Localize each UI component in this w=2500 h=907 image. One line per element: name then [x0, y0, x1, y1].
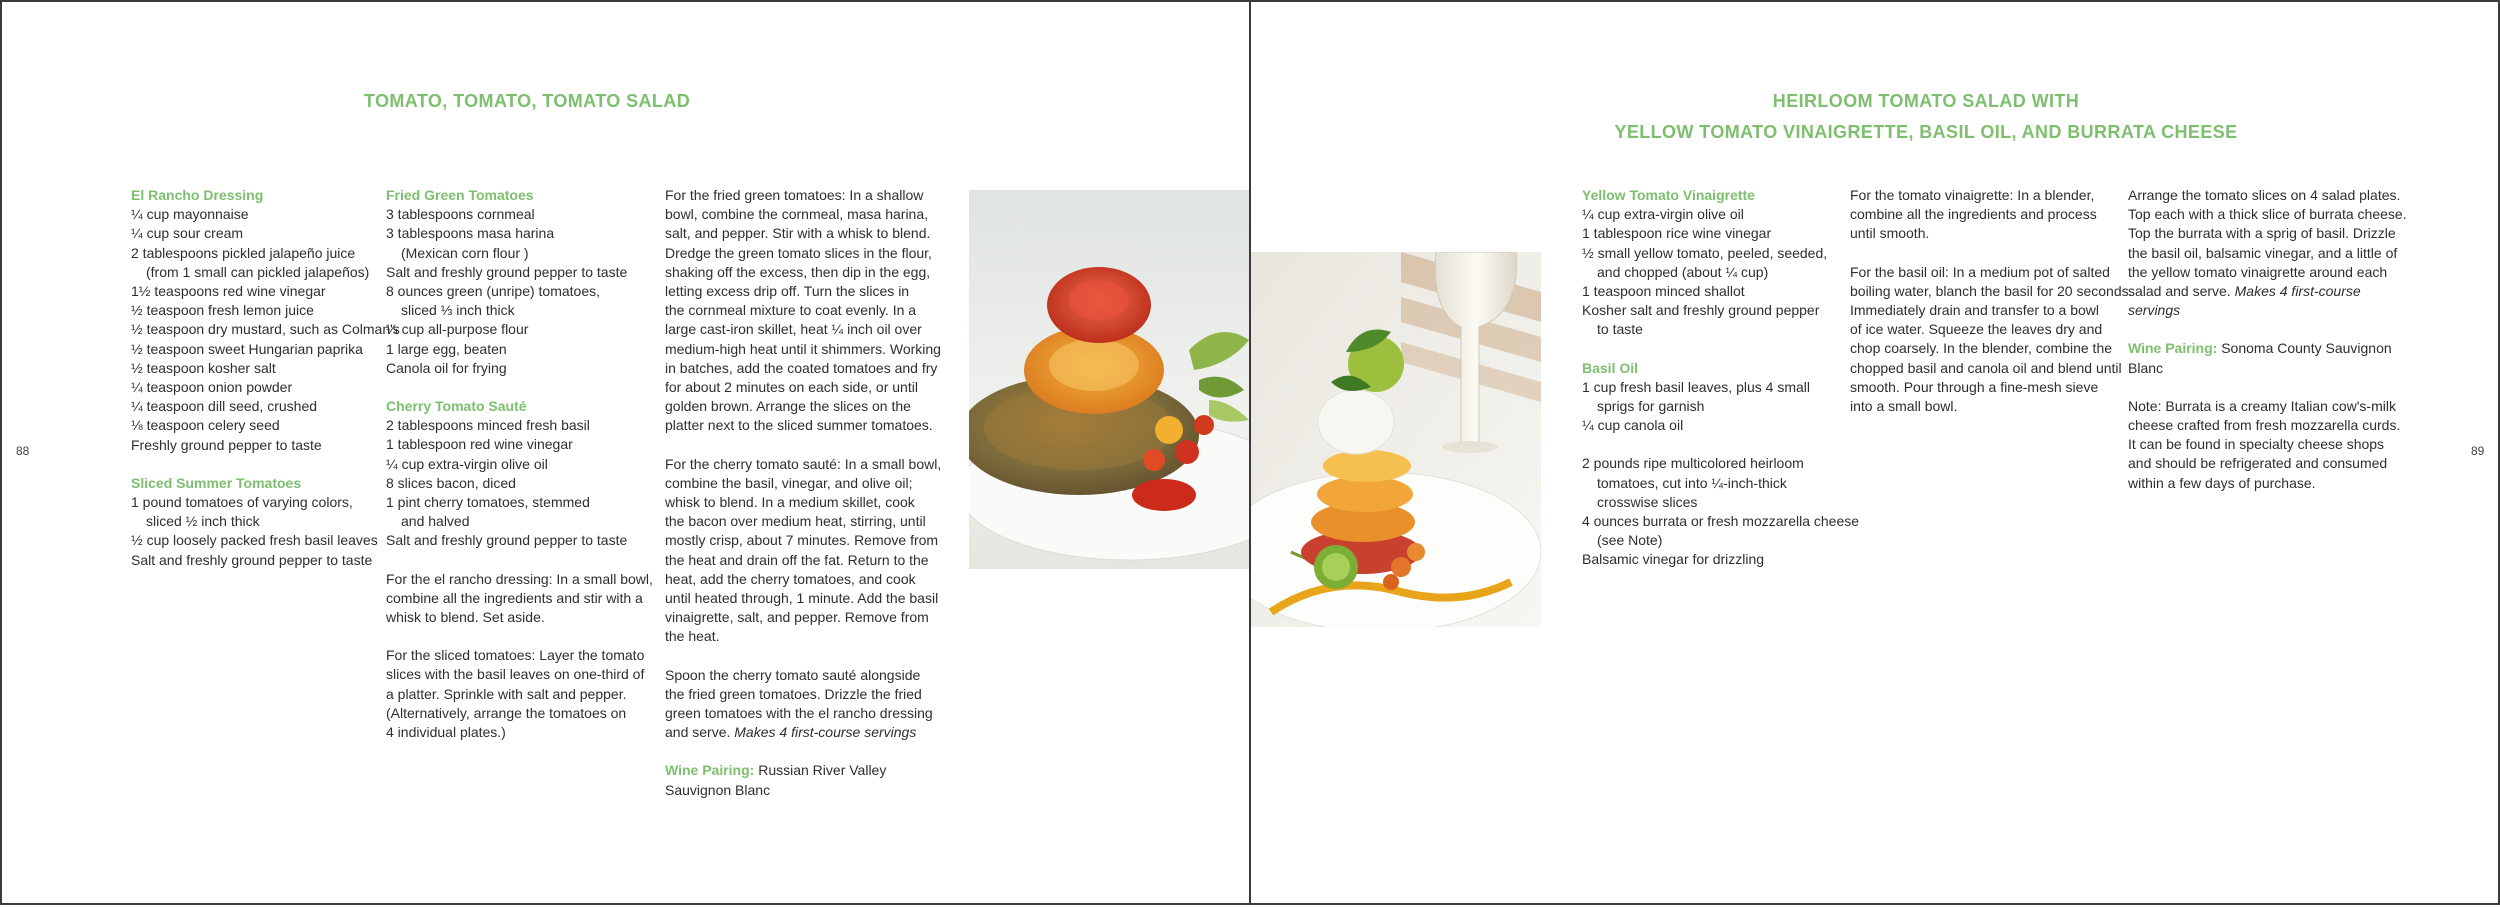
ingredient-line: 2 tablespoons minced fresh basil: [386, 417, 590, 434]
left-page-number: 88: [16, 444, 30, 458]
method-line: combine all the ingredients and process: [1850, 206, 2097, 223]
ingredient-line: (from 1 small can pickled jalapeños): [146, 263, 370, 280]
ingredient-line: 1 cup fresh basil leaves, plus 4 small: [1582, 378, 1810, 395]
heirloom-salad-illustration: [1251, 252, 1541, 627]
method-line: combine the basil, vinegar, and olive oil;: [665, 474, 913, 491]
vinaigrette-heading: Yellow Tomato Vinaigrette: [1582, 187, 1755, 203]
ingredient-line: ¼ cup extra-virgin olive oil: [386, 455, 548, 472]
note-line: and should be refrigerated and consumed: [2128, 455, 2388, 472]
method-line: Immediately drain and transfer to a bowl: [1850, 302, 2100, 319]
method-line: for about 2 minutes on each side, or until: [665, 379, 918, 396]
method-line: [2128, 301, 2407, 320]
tomato-salad-illustration: [969, 190, 1251, 569]
ingredient-line: 2 pounds ripe multicolored heirloom: [1582, 455, 1804, 472]
ingredient-line: ¼ cup mayonnaise: [131, 206, 249, 223]
method-line: slices with the basil leaves on one-third of: [386, 666, 645, 683]
method-line: Spoon the cherry tomato sauté alongside: [665, 666, 921, 683]
ingredient-line: 1½ teaspoons red wine vinegar: [131, 283, 326, 300]
method-line: the heat.: [665, 628, 720, 645]
ingredient-line: 1 large egg, beaten: [386, 340, 507, 357]
ingredient-line: 3 tablespoons cornmeal: [386, 206, 535, 223]
method-line: shaking off the excess, then dip in the egg,: [665, 263, 931, 280]
ingredient-line: 4 ounces burrata or fresh mozzarella cheese: [1582, 513, 1860, 530]
method-line: chop coarsely. In the blender, combine the: [1850, 340, 2113, 357]
ingredient-line: and chopped (about ¼ cup): [1597, 263, 1769, 280]
method-line: (Alternatively, arrange the tomatoes on: [386, 704, 627, 721]
left-column-2: [386, 186, 653, 742]
ingredient-line: Salt and freshly ground pepper to taste: [386, 263, 628, 280]
basil-oil-heading: Basil Oil: [1582, 359, 1639, 376]
note-line: cheese crafted from fresh mozzarella curds.: [2128, 417, 2401, 434]
fried-green-heading: Fried Green Tomatoes: [386, 187, 534, 203]
ingredient-line: ½ teaspoon fresh lemon juice: [131, 302, 314, 319]
ingredient-line: to taste: [1597, 321, 1643, 338]
method-line: For the tomato vinaigrette: In a blender,: [1850, 187, 2095, 203]
right-page: [1249, 0, 2500, 905]
ingredient-line: Salt and freshly ground pepper to taste: [131, 551, 373, 568]
ingredient-line: 1 tablespoon red wine vinegar: [386, 436, 573, 453]
tomato-salad-photo: [969, 190, 1251, 569]
heirloom-salad-photo: [1251, 252, 1541, 627]
ingredient-line: sprigs for garnish: [1597, 398, 1705, 415]
ingredient-line: ¼ teaspoon onion powder: [131, 379, 293, 396]
method-line: mostly crisp, about 7 minutes. Remove from: [665, 532, 939, 549]
method-line: the bacon over medium heat, stirring, until: [665, 513, 926, 530]
serve-text: salad and serve.: [2128, 283, 2235, 300]
wine-pairing-value: Russian River Valley: [754, 762, 887, 779]
ingredient-line: 8 slices bacon, diced: [386, 474, 516, 491]
ingredient-line: Freshly ground pepper to taste: [131, 436, 322, 453]
method-line: green tomatoes with the el rancho dressing: [665, 705, 933, 722]
ingredient-line: (see Note): [1597, 532, 1663, 549]
ingredient-line: Kosher salt and freshly ground pepper: [1582, 302, 1820, 319]
ingredient-line: 1 pint cherry tomatoes, stemmed: [386, 494, 590, 511]
ingredient-line: ¼ teaspoon dill seed, crushed: [131, 398, 318, 415]
method-line: golden brown. Arrange the slices on the: [665, 398, 911, 415]
right-page-title: [1501, 86, 2351, 148]
method-line: boiling water, blanch the basil for 20 seconds.: [1850, 282, 2133, 299]
method-line: into a small bowl.: [1850, 398, 1958, 415]
sliced-summer-heading: Sliced Summer Tomatoes: [131, 474, 302, 491]
ingredient-line: ¼ cup extra-virgin olive oil: [1582, 206, 1744, 223]
ingredient-line: 3 tablespoons masa harina: [386, 225, 555, 242]
ingredient-line: (Mexican corn flour ): [401, 244, 529, 261]
ingredient-line: 1 tablespoon rice wine vinegar: [1582, 225, 1772, 242]
ingredient-line: ½ small yellow tomato, peeled, seeded,: [1582, 244, 1828, 261]
method-line: Dredge the green tomato slices in the flour,: [665, 244, 932, 261]
ingredient-line: sliced ½ inch thick: [146, 513, 260, 530]
right-column-2: [1850, 186, 2133, 416]
ingredient-line: ¼ cup sour cream: [131, 225, 244, 242]
ingredient-line: ⅛ teaspoon celery seed: [131, 417, 280, 434]
ingredient-line: ¼ cup canola oil: [1582, 417, 1684, 434]
ingredient-line: tomatoes, cut into ¼-inch-thick: [1597, 474, 1787, 491]
wine-pairing: [665, 761, 941, 780]
right-column-1: [1582, 186, 1859, 570]
method-line: Arrange the tomato slices on 4 salad plates.: [2128, 187, 2401, 203]
ingredient-line: ½ cup loosely packed fresh basil leaves: [131, 532, 378, 549]
method-line: whisk to blend. In a medium skillet, cook: [665, 494, 915, 511]
wine-pairing-value-2: Sauvignon Blanc: [665, 781, 771, 798]
left-column-1: [131, 186, 400, 570]
method-line: the cornmeal mixture to coat evenly. In a: [665, 302, 917, 319]
left-column-3: [665, 186, 941, 800]
wine-pairing-label: Wine Pairing:: [2128, 340, 2218, 357]
cherry-saute-heading: Cherry Tomato Sauté: [386, 398, 527, 415]
method-line: the yellow tomato vinaigrette around each: [2128, 263, 2388, 280]
right-title-line-1: HEIRLOOM TOMATO SALAD WITH: [1772, 91, 2080, 111]
method-line: a platter. Sprinkle with salt and pepper.: [386, 685, 627, 702]
ingredient-line: ½ teaspoon sweet Hungarian paprika: [131, 340, 363, 357]
method-line: platter next to the sliced summer tomatoes.: [665, 417, 933, 434]
ingredient-line: 8 ounces green (unripe) tomatoes,: [386, 283, 601, 300]
left-page-title: [292, 86, 762, 117]
method-line: heat, add the cherry tomatoes, and cook: [665, 570, 916, 587]
ingredient-line: crosswise slices: [1597, 493, 1698, 510]
ingredient-line: sliced ⅓ inch thick: [401, 302, 515, 319]
right-page-number: 89: [2471, 444, 2485, 458]
method-line: whisk to blend. Set aside.: [386, 609, 545, 626]
note-line: It can be found in specialty cheese shops: [2128, 436, 2385, 453]
method-line: For the cherry tomato sauté: In a small bowl,: [665, 455, 942, 472]
ingredient-line: 1 teaspoon minced shallot: [1582, 283, 1745, 300]
method-line: chopped basil and canola oil and blend until: [1850, 359, 2122, 376]
method-line: of ice water. Squeeze the leaves dry and: [1850, 321, 2103, 338]
method-line: Top each with a thick slice of burrata cheese.: [2128, 206, 2407, 223]
method-line: in batches, add the coated tomatoes and fry: [665, 359, 938, 376]
note-line: Note: Burrata is a creamy Italian cow's-milk: [2128, 397, 2396, 414]
method-line: For the sliced tomatoes: Layer the tomato: [386, 647, 645, 664]
el-rancho-heading: El Rancho Dressing: [131, 187, 264, 203]
method-line: 4 individual plates.): [386, 724, 506, 741]
servings-text: Makes 4 first-course: [2234, 283, 2361, 300]
ingredient-line: and halved: [401, 513, 470, 530]
ingredient-line: Salt and freshly ground pepper to taste: [386, 532, 628, 549]
method-line: bowl, combine the cornmeal, masa harina,: [665, 206, 929, 223]
ingredient-line: ½ teaspoon dry mustard, such as Colman's: [131, 321, 400, 338]
ingredient-line: 2 tablespoons pickled jalapeño juice: [131, 244, 356, 261]
ingredient-line: ½ teaspoon kosher salt: [131, 359, 276, 376]
right-column-3: [2128, 186, 2407, 493]
method-line: letting excess drip off. Turn the slices in: [665, 283, 910, 300]
note-line: within a few days of purchase.: [2128, 474, 2316, 491]
method-line: vinaigrette, salt, and pepper. Remove from: [665, 609, 929, 626]
right-title-line-2: YELLOW TOMATO VINAIGRETTE, BASIL OIL, AND BURRATA CHEESE: [1614, 122, 2238, 142]
wine-pairing-label: Wine Pairing:: [665, 762, 755, 779]
method-line: the heat and drain off the fat. Return to the: [665, 551, 929, 568]
method-line: the basil oil, balsamic vinegar, and a little of: [2128, 244, 2398, 261]
ingredient-line: 1 pound tomatoes of varying colors,: [131, 494, 353, 511]
ingredient-line: ¼ cup all-purpose flour: [386, 321, 529, 338]
method-line: combine all the ingredients and stir with a: [386, 589, 643, 606]
servings-text-2: servings: [2128, 302, 2181, 319]
method-line: For the fried green tomatoes: In a shallow: [665, 187, 924, 203]
wine-pairing-value-2: Blanc: [2128, 359, 2164, 376]
ingredient-line: Balsamic vinegar for drizzling: [1582, 551, 1765, 568]
method-line: smooth. Pour through a fine-mesh sieve: [1850, 378, 2099, 395]
method-line: medium-high heat until it shimmers. Working: [665, 340, 941, 357]
method-line: [2128, 282, 2407, 301]
ingredient-line: Canola oil for frying: [386, 359, 507, 376]
method-line: until heated through, 1 minute. Add the basil: [665, 590, 939, 607]
method-line: Top the burrata with a sprig of basil. Drizzle: [2128, 225, 2396, 242]
method-line: salt, and pepper. Stir with a whisk to blend.: [665, 225, 931, 242]
wine-pairing: [2128, 339, 2407, 358]
method-line: For the basil oil: In a medium pot of salted: [1850, 263, 2110, 280]
left-page: [0, 0, 1251, 905]
method-line: the fried green tomatoes. Drizzle the fried: [665, 685, 922, 702]
method-line: For the el rancho dressing: In a small bowl,: [386, 570, 653, 587]
wine-pairing-value: Sonoma County Sauvignon: [2217, 340, 2392, 357]
left-title-text: TOMATO, TOMATO, TOMATO SALAD: [363, 91, 691, 111]
method-line: [665, 723, 941, 742]
servings-text: Makes 4 first-course servings: [734, 724, 917, 741]
method-line: until smooth.: [1850, 225, 1930, 242]
method-line: large cast-iron skillet, heat ¼ inch oil over: [665, 321, 922, 338]
serve-text: and serve.: [665, 724, 735, 741]
